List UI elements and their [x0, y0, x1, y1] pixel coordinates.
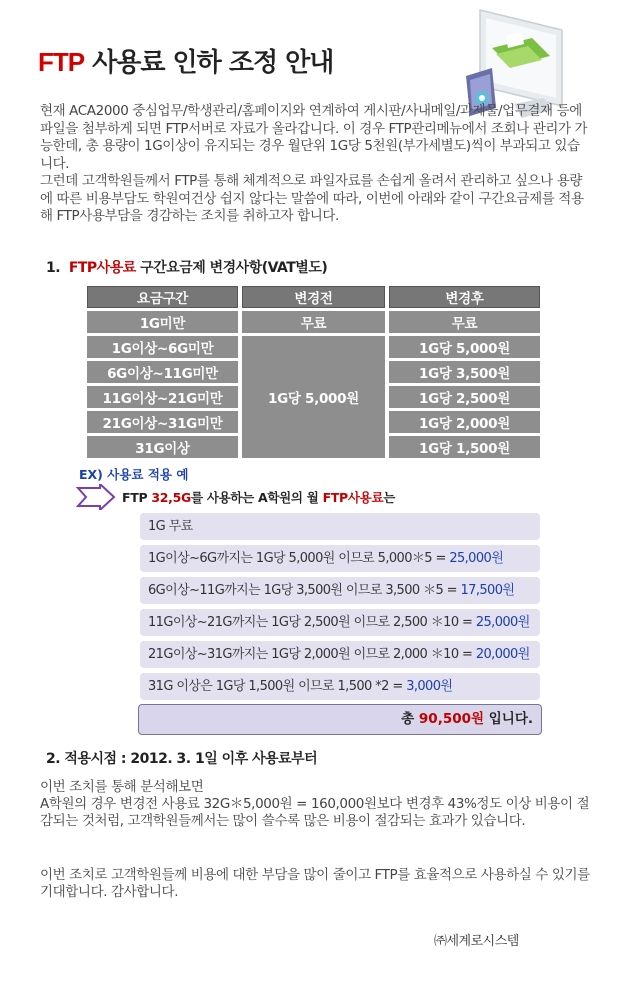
table-row [87, 311, 540, 333]
analysis-line-1: 이번 조치를 통해 분석해보면 [40, 779, 204, 795]
example-label: EX) 사용료 적용 예 [79, 467, 189, 482]
example-usage: 32,5G [151, 490, 191, 505]
company-name: ㈜세계로시스템 [434, 934, 519, 949]
section-1-rest: 구간요금제 변경사항(VAT별도) [135, 260, 328, 276]
calc-value: 17,500원 [460, 583, 515, 598]
example-line [122, 488, 395, 506]
calc-value: 25,000원 [449, 551, 504, 566]
section-2-heading: 2. 적용시점 : 2012. 3. 1일 이후 사용료부터 [46, 751, 318, 767]
range-cell: 31G이상 [87, 436, 238, 458]
after-cell: 1G당 3,500원 [389, 361, 540, 383]
total-prefix: 총 [401, 711, 419, 727]
before-cell: 무료 [242, 311, 385, 333]
calc-value: 25,000원 [475, 615, 530, 630]
closing-text [40, 867, 592, 901]
calc-box [140, 513, 540, 540]
closing-line: 이번 조치로 고객학원들께 비용에 대한 부담을 많이 줄이고 FTP를 효율적으로 사용하실 수 있기를 기대합니다. 감사합니다. [40, 867, 590, 900]
calc-box [140, 641, 540, 668]
calc-boxes [140, 513, 540, 705]
intro-paragraph-2: 그런데 고객학원들께서 FTP를 통해 체계적으로 파일자료를 손쉽게 올려서 관리하고 싶으나 용량에 따른 비용부담도 학원여건상 쉽지 않다는 말씀에 따라, 이번에 아래와 같이 구간요금제를 적용해 FTP사용부담을 경감하는 조치를 취하고자 합니다. [40, 173, 584, 224]
analysis-text [40, 779, 592, 830]
table-row [87, 336, 540, 358]
total-suffix: 입니다. [484, 711, 533, 727]
total-box [138, 704, 542, 735]
after-cell: 1G당 1,500원 [389, 436, 540, 458]
before-merged-cell: 1G당 5,000원 [242, 336, 385, 458]
calc-box [140, 609, 540, 636]
after-cell: 1G당 2,000원 [389, 411, 540, 433]
title-rest: 사용료 인하 조정 안내 [84, 48, 334, 78]
range-cell: 21G이상~31G미만 [87, 411, 238, 433]
example-line-c: 를 사용하는 A학원의 월 [191, 490, 323, 505]
calc-text: 6G이상~11G까지는 1G당 3,500원 이므로 3,500 ＊5 = [148, 583, 461, 598]
analysis-line-2: A학원의 경우 변경전 사용료 32G＊5,000원 = 160,000원보다 변경후 43%정도 이상 비용이 절감되는 것처럼, 고객학원들께서는 많이 쓸수록 많은 비용이 절감되는 효과가 있습니다. [40, 796, 590, 829]
calc-text: 1G이상~6G까지는 1G당 5,000원 이므로 5,000＊5 = [148, 551, 450, 566]
table-header-row [87, 286, 540, 308]
calc-text: 11G이상~21G까지는 1G당 2,500원 이므로 2,500 ＊10 = [148, 615, 476, 630]
range-cell: 1G미만 [87, 311, 238, 333]
calc-box [140, 577, 540, 604]
after-cell: 1G당 2,500원 [389, 386, 540, 408]
range-cell: 11G이상~21G미만 [87, 386, 238, 408]
calc-text: 21G이상~31G까지는 1G당 2,000원 이므로 2,000 ＊10 = [148, 647, 476, 662]
example-line-a: FTP [122, 490, 152, 505]
calc-text: 1G 무료 [148, 519, 193, 534]
section-1-number: 1. [46, 260, 61, 276]
example-ftp-fee: FTP사용료 [322, 490, 384, 505]
header-before: 변경전 [242, 286, 385, 308]
range-cell: 1G이상~6G미만 [87, 336, 238, 358]
arrow-right-icon [76, 484, 116, 510]
calc-box [140, 673, 540, 700]
calc-text: 31G 이상은 1G당 1,500원 이므로 1,500 *2 = [148, 679, 407, 694]
intro-paragraph-1: 현재 ACA2000 중심업무/학생관리/홈페이지와 연계하여 게시판/사내메일/과제물/업무결재 등에 파일을 첨부하게 되면 FTP서버로 자료가 올라갑니다. 이 경우 FTP관리메뉴에서 조회나 관리가 가능한데, 총 용량이 1G이상이 유지되는 경우 월단위 1G당 5천원(부가세별도)씩이 부과되고 있습니다. [40, 103, 588, 172]
section-1-red: FTP사용료 [68, 260, 136, 276]
example-line-e: 는 [383, 490, 395, 505]
page-title [38, 42, 333, 79]
calc-box [140, 545, 540, 572]
section-1-heading [46, 257, 327, 277]
calc-value: 3,000원 [406, 679, 453, 694]
intro-text [40, 103, 592, 226]
title-ftp: FTP [38, 47, 85, 77]
after-cell: 1G당 5,000원 [389, 336, 540, 358]
range-cell: 6G이상~11G미만 [87, 361, 238, 383]
after-cell: 무료 [389, 311, 540, 333]
rate-table [83, 283, 544, 461]
calc-value: 20,000원 [475, 647, 530, 662]
header-after: 변경후 [389, 286, 540, 308]
header-range: 요금구간 [87, 286, 238, 308]
total-value: 90,500원 [418, 711, 485, 727]
